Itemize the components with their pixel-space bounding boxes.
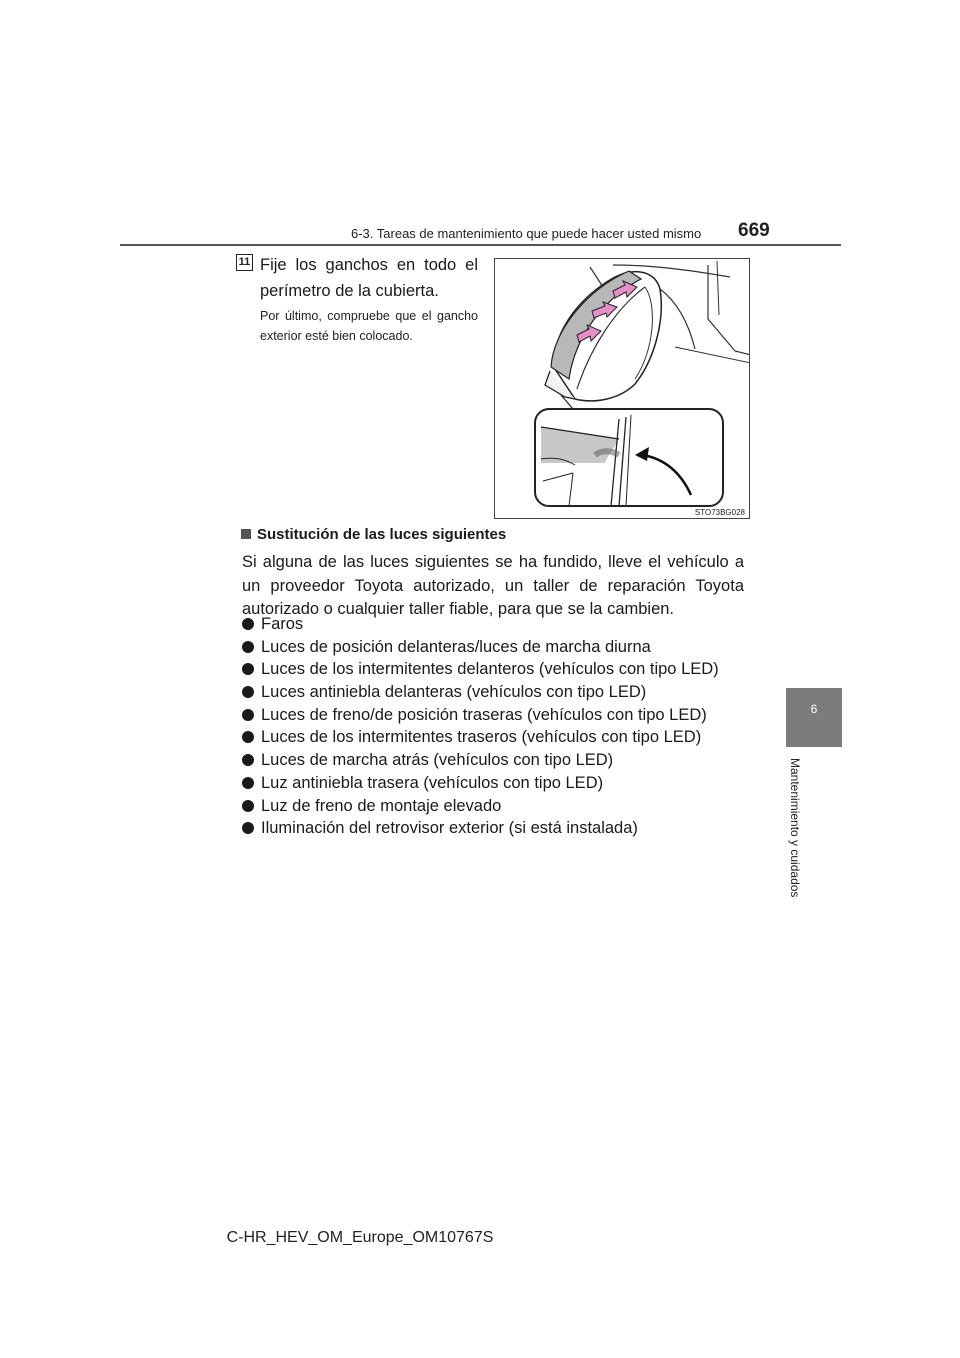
list-item <box>242 613 762 636</box>
bullet-icon <box>242 731 254 743</box>
list-item <box>242 658 762 681</box>
list-item-text: Luces de posición delanteras/luces de marcha diurna <box>261 637 651 656</box>
list-item-text: Luces de los intermitentes traseros (vehículos con tipo LED) <box>261 728 702 747</box>
list-item-text: Luz antiniebla trasera (vehículos con tipo LED) <box>261 773 604 792</box>
list-item <box>242 726 762 749</box>
document-id: C-HR_HEV_OM_Europe_OM10767S <box>226 1229 494 1246</box>
list-item <box>242 681 762 704</box>
section-heading-text: Sustitución de las luces siguientes <box>257 526 507 543</box>
list-item <box>242 772 762 795</box>
step-note: Por último, compruebe que el gancho exterior esté bien colocado. <box>260 309 478 343</box>
list-item <box>242 636 762 659</box>
lights-list <box>242 613 762 840</box>
list-item <box>242 749 762 772</box>
list-item <box>242 817 762 840</box>
list-item-text: Luces de marcha atrás (vehículos con tipo LED) <box>261 751 614 770</box>
bullet-icon <box>242 800 254 812</box>
bullet-icon <box>242 686 254 698</box>
mirror-cover-illustration <box>494 258 750 519</box>
section-marker-icon <box>241 529 251 539</box>
list-item-text: Iluminación del retrovisor exterior (si está instalada) <box>261 819 638 838</box>
page-footer <box>0 1229 960 1247</box>
list-item-text: Faros <box>261 615 304 633</box>
header-divider <box>120 244 841 246</box>
bullet-icon <box>242 777 254 789</box>
chapter-title: Mantenimiento y cuidados <box>788 758 802 898</box>
figure-code: STO73BG028 <box>694 508 745 517</box>
chapter-tab <box>786 688 842 747</box>
list-item-text: Luces antiniebla delanteras (vehículos con tipo LED) <box>261 683 647 702</box>
bullet-icon <box>242 822 254 834</box>
chapter-number: 6 <box>810 702 818 716</box>
page-number: 669 <box>738 220 770 241</box>
step-instruction: Fije los ganchos en todo el perímetro de la cubierta. <box>260 256 478 300</box>
list-item-text: Luces de los intermitentes delanteros (vehículos con tipo LED) <box>261 660 719 679</box>
bullet-icon <box>242 709 254 721</box>
bullet-icon <box>242 641 254 653</box>
list-item-text: Luz de freno de montaje elevado <box>261 796 502 815</box>
section-heading <box>241 526 506 543</box>
section-paragraph: Si alguna de las luces siguientes se ha fundido, lleve el vehículo a un proveedor Toyota autorizado, un taller de reparación Toyota autorizado o cualquier taller fiable, para que se la cambien. <box>242 553 744 618</box>
list-item <box>242 795 762 818</box>
step-number-badge: 11 <box>236 254 253 271</box>
mirror-cover-drawing <box>495 259 750 519</box>
header-section-title: 6-3. Tareas de mantenimiento que puede hacer usted mismo <box>351 226 702 241</box>
bullet-icon <box>242 618 254 630</box>
list-item <box>242 704 762 727</box>
list-item-text: Luces de freno/de posición traseras (vehículos con tipo LED) <box>261 705 707 724</box>
bullet-icon <box>242 663 254 675</box>
bullet-icon <box>242 754 254 766</box>
